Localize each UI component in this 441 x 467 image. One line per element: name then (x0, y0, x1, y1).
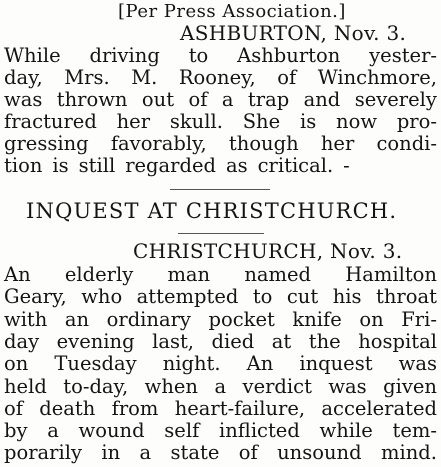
word: given (383, 374, 437, 398)
word: on (4, 352, 29, 376)
word: though (228, 132, 299, 155)
word: Rooney, (178, 66, 256, 89)
word: Hamilton (345, 263, 437, 286)
word: elderly (64, 263, 134, 286)
body-line (4, 68, 437, 88)
word: night. (162, 352, 221, 376)
word: unsound (277, 441, 362, 465)
body-line (4, 443, 437, 463)
word: pro- (396, 110, 437, 133)
word: was (328, 374, 367, 398)
word: skull. (169, 110, 223, 133)
word: day (4, 329, 40, 353)
word: While (4, 44, 61, 67)
word: as (225, 154, 248, 177)
word: her (116, 110, 151, 133)
body-line (4, 134, 437, 154)
word: pocket (208, 307, 275, 331)
word: to-day, (63, 374, 129, 398)
word: evening (56, 329, 135, 353)
word: died (211, 329, 255, 353)
body-line (4, 374, 437, 398)
word: a (139, 441, 152, 465)
word: fractured (4, 110, 97, 133)
word: Fri- (401, 307, 437, 331)
word: to (252, 285, 273, 309)
word: an (64, 307, 90, 331)
section-divider (170, 189, 270, 190)
word: man (167, 263, 211, 286)
word: was (398, 352, 437, 376)
word: at (271, 329, 292, 353)
word: attempted (136, 285, 239, 309)
word: by (4, 419, 28, 443)
word: She (242, 110, 281, 133)
word: tion (4, 154, 43, 177)
word: yester- (369, 44, 437, 67)
word: accelerated (321, 396, 437, 420)
word: is (52, 154, 69, 177)
body-line (4, 287, 437, 307)
body-line (4, 307, 437, 331)
word: self (164, 419, 200, 443)
word: named (244, 263, 312, 286)
body-line (4, 354, 437, 374)
inquest-headline: INQUEST AT CHRISTCHURCH. (26, 199, 398, 223)
word: inquest (299, 352, 373, 376)
word: to (188, 44, 209, 67)
word: who (81, 285, 123, 309)
word: porarily (4, 441, 82, 465)
word: of (238, 441, 258, 465)
word: on (359, 307, 384, 331)
word: of (4, 396, 23, 420)
body-line (4, 265, 437, 285)
word: the (308, 329, 341, 353)
word: day, (4, 66, 43, 89)
word: Ashburton (237, 44, 341, 67)
headline-underline (178, 233, 264, 234)
word: of (188, 88, 208, 111)
word: M. (131, 66, 158, 89)
body-line (4, 421, 437, 441)
word: out (141, 88, 175, 111)
body-line (4, 46, 437, 66)
word: gressing (4, 132, 89, 155)
word: knife (292, 307, 342, 331)
word: in (101, 441, 121, 465)
word: favorably, (110, 132, 207, 155)
word: state (170, 441, 220, 465)
word: cut (286, 285, 319, 309)
word: heart-failure, (174, 396, 306, 420)
word: thrown (56, 88, 128, 111)
word: when (144, 374, 198, 398)
word: driving (89, 44, 160, 67)
word: mind. (380, 441, 437, 465)
word: while (319, 419, 373, 443)
word: was (4, 88, 43, 111)
word: inflicted (219, 419, 300, 443)
word: Mrs. (64, 66, 110, 89)
word: severely (354, 88, 437, 111)
word: - (343, 154, 350, 177)
word: Geary, (4, 285, 67, 309)
word: death (39, 396, 96, 420)
word: from (111, 396, 159, 420)
word: An (4, 263, 31, 286)
word: condi- (376, 132, 437, 155)
word: held (4, 374, 47, 398)
word: regarded (125, 154, 216, 177)
word: now (336, 110, 378, 133)
word: is (299, 110, 317, 133)
body-line (4, 396, 437, 420)
word: Tuesday (54, 352, 137, 376)
word: her (320, 132, 355, 155)
word: ordinary (106, 307, 191, 331)
word: critical. (257, 154, 334, 177)
body-line (4, 90, 437, 110)
word: with (4, 307, 48, 331)
body-line (4, 156, 437, 176)
word: An (246, 352, 274, 376)
word: a (47, 419, 59, 443)
word: still (78, 154, 116, 177)
body-line (4, 112, 437, 132)
word: trap (247, 88, 290, 111)
word: his (332, 285, 362, 309)
word: of (277, 66, 297, 89)
dateline-ashburton: ASHBURTON, Nov. 3. (180, 21, 407, 45)
word: Winchmore, (317, 66, 437, 89)
word: and (303, 88, 341, 111)
word: last, (152, 329, 194, 353)
body-line (4, 329, 437, 353)
word: verdict (242, 374, 312, 398)
word: a (214, 374, 227, 398)
word: hospital (358, 329, 437, 353)
word: throat (376, 285, 437, 309)
dateline-christchurch: CHRISTCHURCH, Nov. 3. (133, 239, 403, 263)
word: tem- (392, 419, 437, 443)
word: wound (78, 419, 145, 443)
word: a (221, 88, 234, 111)
press-credit: [Per Press Association.] (118, 1, 346, 22)
